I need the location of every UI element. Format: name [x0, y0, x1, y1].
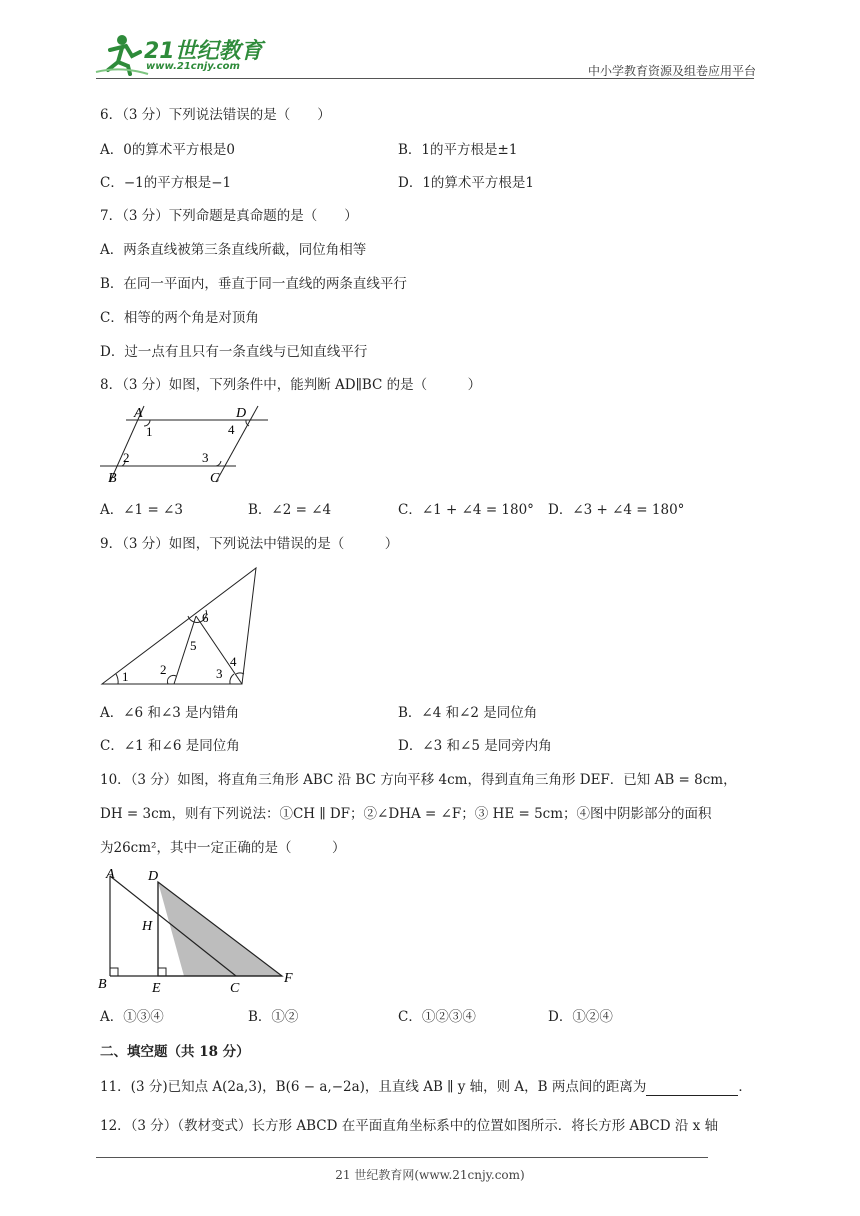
q9-stem: 9．（3 分）如图，下列说法中错误的是（ ）	[100, 536, 399, 552]
logo-title: 21世纪教育	[144, 39, 263, 64]
q10-option-b: B．①②	[248, 1009, 299, 1025]
q10-option-a: A．①③④	[100, 1009, 164, 1025]
q10-line-3: 为26cm²，其中一定正确的是（ ）	[100, 840, 346, 856]
q11-end: ．	[738, 1079, 752, 1095]
q8-option-b: B．∠2 = ∠4	[248, 502, 332, 518]
q9-label-6: 6	[202, 610, 209, 625]
q9-label-2: 2	[160, 662, 167, 677]
q10-label-e: E	[152, 981, 161, 996]
q8-label-b: B	[108, 471, 117, 486]
section-fill-in-heading: 二、填空题（共 18 分）	[100, 1044, 250, 1060]
q8-label-4: 4	[228, 422, 235, 437]
q7-option-b: B．在同一平面内，垂直于同一直线的两条直线平行	[100, 276, 407, 292]
q6-stem: 6．（3 分）下列说法错误的是（ ）	[100, 107, 331, 123]
q12-stem: 12．（3 分）（教材变式）长方形 ABCD 在平面直角坐标系中的位置如图所示．将长方形 ABCD 沿 x 轴	[100, 1118, 719, 1134]
q10-label-h: H	[142, 919, 153, 934]
q8-label-d: D	[236, 406, 247, 421]
q9-label-3: 3	[216, 666, 223, 681]
q9-triangle-figure	[96, 562, 266, 692]
q10-label-d: D	[148, 869, 159, 884]
header-platform-text: 中小学教育资源及组卷应用平台	[587, 64, 756, 78]
q9-label-5: 5	[190, 638, 197, 653]
q8-label-2: 2	[123, 450, 130, 465]
q9-option-b: B．∠4 和∠2 是同位角	[398, 705, 538, 721]
q9-option-c: C．∠1 和∠6 是同位角	[100, 738, 240, 754]
q10-line-2: DH = 3cm，则有下列说法：①CH ∥ DF；②∠DHA = ∠F；③ HE = 5cm；④图中阴影部分的面积	[100, 806, 712, 822]
q6-option-c: C．−1的平方根是−1	[100, 175, 232, 191]
logo-url: www.21cnjy.com	[146, 61, 240, 72]
q10-label-a: A	[106, 867, 115, 882]
header-logo	[92, 30, 292, 78]
q8-option-c: C．∠1 + ∠4 = 180°	[398, 502, 534, 518]
q9-option-d: D．∠3 和∠5 是同旁内角	[398, 738, 552, 754]
q8-label-1: 1	[146, 424, 153, 439]
q10-option-d: D．①②④	[548, 1009, 613, 1025]
q10-label-f: F	[284, 971, 293, 986]
q11-answer-blank	[646, 1081, 738, 1096]
q10-translation-figure	[96, 864, 316, 996]
q10-label-c: C	[230, 981, 240, 996]
q11-text	[100, 1078, 752, 1096]
q7-option-a: A．两条直线被第三条直线所截，同位角相等	[100, 242, 367, 258]
q7-option-d: D．过一点有且只有一条直线与已知直线平行	[100, 344, 368, 360]
footer-text: 21 世纪教育网(www.21cnjy.com)	[335, 1168, 525, 1182]
q6-option-b: B．1的平方根是±1	[398, 142, 518, 158]
q8-label-c: C	[210, 471, 220, 486]
q7-stem: 7．（3 分）下列命题是真命题的是（ ）	[100, 208, 358, 224]
footer-divider	[96, 1157, 708, 1158]
q8-parallelogram-figure	[96, 402, 276, 488]
q8-stem: 8．（3 分）如图，下列条件中，能判断 AD∥BC 的是（ ）	[100, 377, 482, 393]
q10-line-1: 10．（3 分）如图，将直角三角形 ABC 沿 BC 方向平移 4cm，得到直角三角形 DEF．已知 AB = 8cm，	[100, 772, 737, 788]
q8-label-a: A	[134, 406, 143, 421]
q10-option-c: C．①②③④	[398, 1009, 476, 1025]
q10-label-b: B	[98, 977, 107, 992]
q8-label-3: 3	[202, 450, 209, 465]
q9-option-a: A．∠6 和∠3 是内错角	[100, 705, 240, 721]
q8-option-a: A．∠1 = ∠3	[100, 502, 183, 518]
header-divider	[96, 78, 754, 79]
q7-option-c: C．相等的两个角是对顶角	[100, 310, 259, 326]
q6-option-a: A．0的算术平方根是0	[100, 142, 235, 158]
q8-option-d: D．∠3 + ∠4 = 180°	[548, 502, 685, 518]
q9-label-1: 1	[122, 669, 129, 684]
q11-stem: 11．(3 分)已知点 A(2a,3)，B(6 − a,−2a)，且直线 AB ∥ y 轴，则 A，B 两点间的距离为	[100, 1079, 647, 1095]
q6-option-d: D．1的算术平方根是1	[398, 175, 535, 191]
q9-label-4: 4	[230, 654, 237, 669]
